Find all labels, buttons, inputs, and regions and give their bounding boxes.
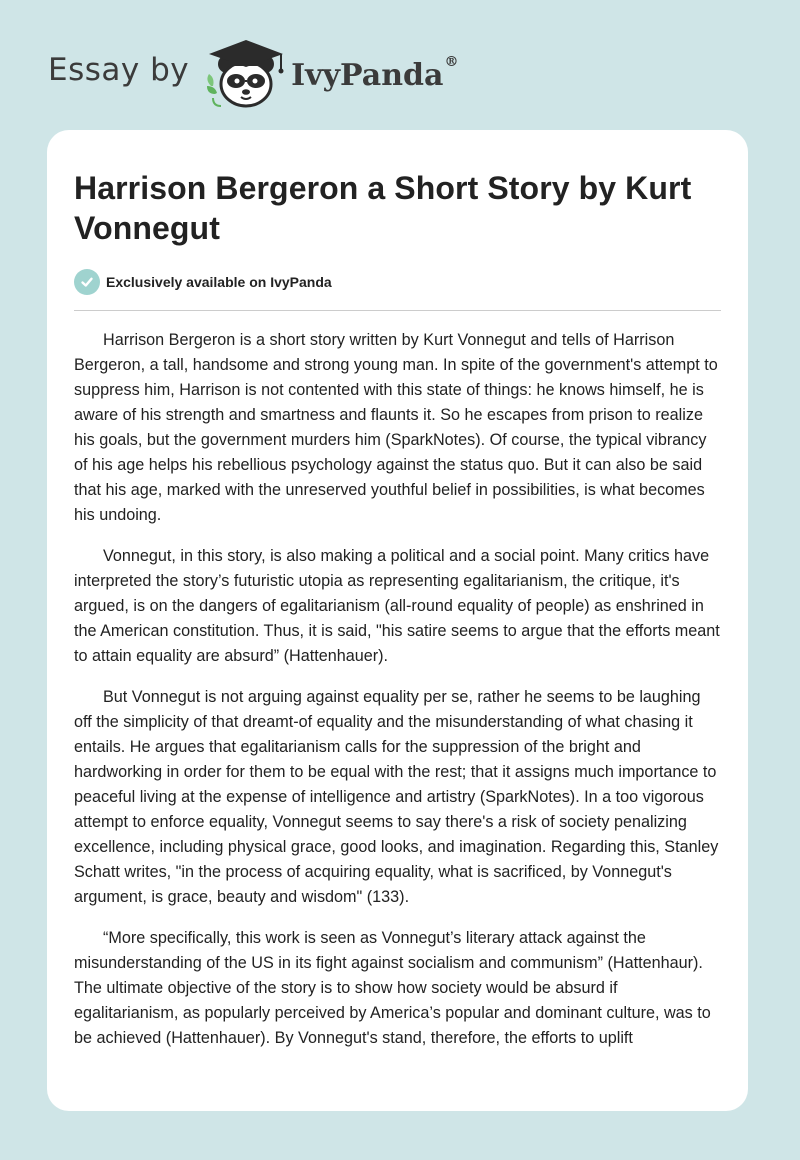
essay-card: [47, 130, 748, 1111]
divider: [74, 310, 721, 311]
panda-logo-icon: [201, 36, 287, 108]
exclusive-badge: [74, 268, 721, 296]
brand-prefix: Essay by: [48, 52, 190, 88]
site-brand[interactable]: [48, 36, 458, 108]
brand-name: [291, 53, 459, 93]
essay-paragraph: “More specifically, this work is seen as Vonnegut’s literary attack against the misunderstanding of the US in its fight against socialism and communism” (Hattenhaur). The ultimate objective of the story is to show how society would be absurd if egalitarianism, as popularly perceived by America’s popular and dominant culture, was to be achieved (Hattenhauer). By Vonnegut's stand, therefore, the efforts to uplift: [74, 929, 711, 1047]
registered-mark: ®: [444, 53, 459, 70]
essay-paragraph: Vonnegut, in this story, is also making a political and a social point. Many critics have interpreted the story’s futuristic utopia as representing egalitarianism, the critique, it's argued, is on the dangers of egalitarianism (all-round equality of people) as enshrined in the American constitution. Thus, it is said, "his satire seems to argue that the efforts meant to attain equality are absurd” (Hattenhauer).: [74, 547, 720, 665]
brand-name-text: IvyPanda: [291, 57, 444, 93]
essay-paragraph: But Vonnegut is not arguing against equality per se, rather he seems to be laughing off the simplicity of that dreamt-of equality and the misunderstanding of what chasing it entails. He argues that egalitarianism calls for the suppression of the bright and hardworking in order for them to be equal with the rest; that it assigns much importance to peaceful living at the expense of intelligence and artistry (SparkNotes). In a too vigorous attempt to enforce equality, Vonnegut seems to say there's a risk of society penalizing excellence, including physical grace, good looks, and imagination. Regarding this, Stanley Schatt writes, "in the process of acquiring equality, what is sacrificed, by Vonnegut's argument, is grace, beauty and wisdom" (133).: [74, 688, 719, 906]
essay-body: [74, 328, 721, 1051]
exclusive-badge-label: Exclusively available on IvyPanda: [106, 274, 332, 290]
essay-paragraph: Harrison Bergeron is a short story written by Kurt Vonnegut and tells of Harrison Bergeron, a tall, handsome and strong young man. In spite of the government's attempt to suppress him, Harrison is not contented with this state of things: he knows himself, he is aware of his strength and smartness and flaunts it. So he escapes from prison to realize his goals, but the government murders him (SparkNotes). Of course, the typical vibrancy of his age helps his rebellious psychology against the status quo. But it can also be said that his age, marked with the unreserved youthful belief in possibilities, is what becomes his undoing.: [74, 331, 718, 524]
essay-title: Harrison Bergeron a Short Story by Kurt Vonnegut: [74, 170, 692, 246]
checkmark-icon: [74, 269, 100, 295]
